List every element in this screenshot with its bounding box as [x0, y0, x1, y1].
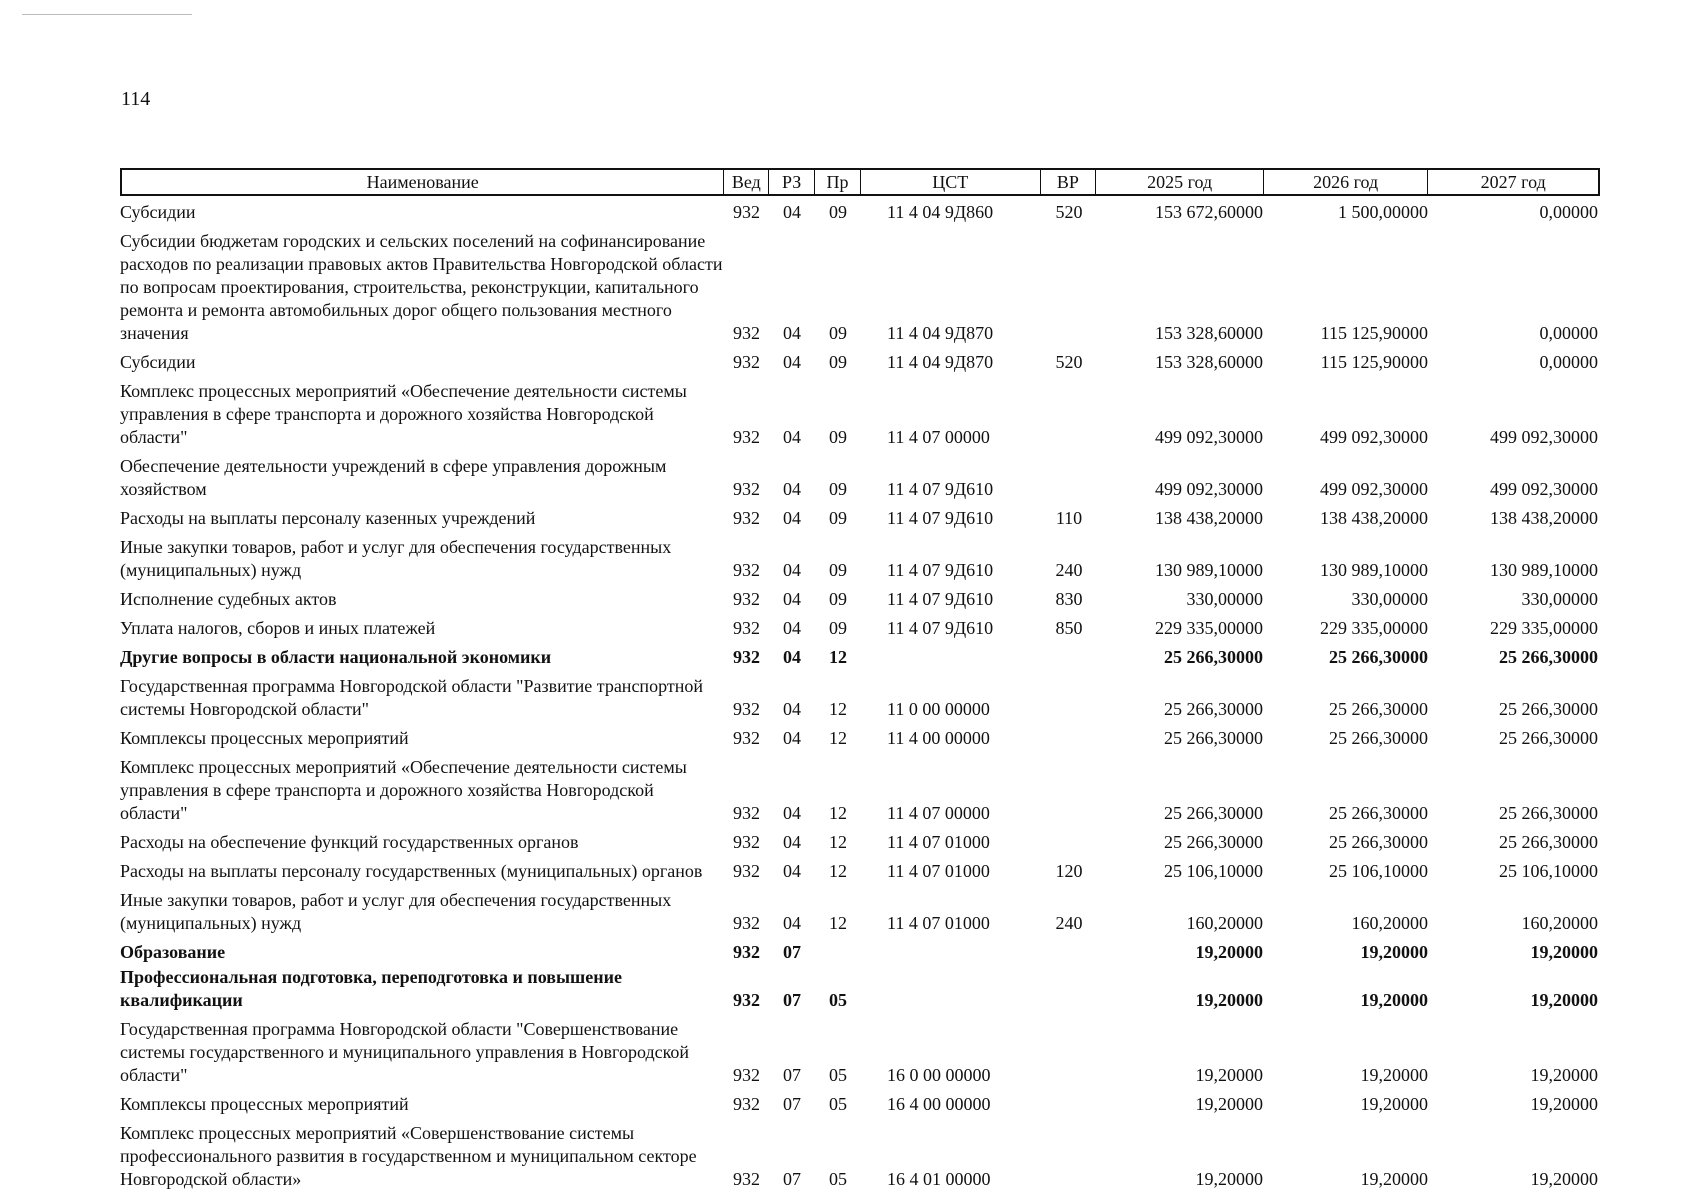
row-name: Исполнение судебных актов [120, 589, 337, 609]
row-2025: 25 266,30000 [1164, 832, 1263, 852]
row-ved: 932 [733, 352, 760, 372]
table-row [120, 380, 1600, 449]
row-2026: 130 989,10000 [1320, 560, 1428, 580]
row-ved: 932 [733, 913, 760, 933]
row-vr: 520 [1055, 352, 1083, 372]
table-row [120, 230, 1600, 345]
row-rz: 07 [783, 990, 801, 1010]
row-vr: 240 [1055, 913, 1083, 933]
row-name: Субсидии [120, 352, 196, 372]
table-row [120, 889, 1600, 935]
row-ved: 932 [733, 427, 760, 447]
row-cst: 11 4 07 9Д610 [887, 479, 994, 499]
row-cst: 16 0 00 00000 [887, 1065, 991, 1085]
table-row [120, 1122, 1600, 1191]
row-vr: 830 [1055, 589, 1083, 609]
row-rz: 04 [783, 508, 801, 528]
row-2026: 115 125,90000 [1320, 352, 1428, 372]
row-name: Уплата налогов, сборов и иных платежей [120, 618, 436, 638]
row-2026: 229 335,00000 [1320, 618, 1428, 638]
row-ved: 932 [733, 618, 760, 638]
row-pr: 09 [829, 618, 847, 638]
row-2027: 130 989,10000 [1490, 560, 1598, 580]
row-name: Субсидии [120, 202, 196, 222]
row-ved: 932 [733, 861, 760, 881]
row-pr: 05 [829, 1094, 847, 1114]
row-vr: 120 [1055, 861, 1083, 881]
row-rz: 07 [783, 1169, 801, 1189]
row-name: Расходы на выплаты персоналу казенных учреждений [120, 508, 536, 528]
table-row [120, 727, 1600, 750]
row-pr: 12 [829, 728, 847, 748]
row-ved: 932 [733, 728, 760, 748]
row-vr: 520 [1055, 202, 1083, 222]
row-2025: 19,20000 [1195, 1169, 1263, 1189]
row-rz: 04 [783, 832, 801, 852]
row-2025: 153 328,60000 [1155, 352, 1263, 372]
row-2025: 25 266,30000 [1164, 803, 1263, 823]
row-2026: 330,00000 [1351, 589, 1428, 609]
table-header [120, 168, 1600, 196]
row-2026: 19,20000 [1360, 1094, 1428, 1114]
row-2025: 153 328,60000 [1155, 323, 1263, 343]
row-name: Комплекс процессных мероприятий «Обеспечение деятельности системы управления в сфере транспорта и дорожного хозяйства Новгородской области" [120, 757, 687, 823]
row-pr: 09 [829, 427, 847, 447]
row-2026: 25 266,30000 [1329, 832, 1428, 852]
row-2026: 19,20000 [1360, 942, 1428, 962]
row-2026: 19,20000 [1360, 1169, 1428, 1189]
row-rz: 04 [783, 202, 801, 222]
row-2026: 25 266,30000 [1329, 647, 1428, 667]
row-cst: 11 4 07 01000 [887, 913, 990, 933]
row-ved: 932 [733, 202, 760, 222]
row-ved: 932 [733, 990, 760, 1010]
row-2027: 0,00000 [1539, 352, 1598, 372]
row-ved: 932 [733, 1065, 760, 1085]
top-rule [22, 14, 192, 15]
row-ved: 932 [733, 323, 760, 343]
row-cst: 11 4 07 00000 [887, 427, 990, 447]
row-2025: 130 989,10000 [1155, 560, 1263, 580]
row-name: Профессиональная подготовка, переподготовка и повышение квалификации [120, 967, 622, 1010]
row-2027: 330,00000 [1521, 589, 1598, 609]
row-vr: 110 [1055, 508, 1083, 528]
row-pr: 09 [829, 352, 847, 372]
row-pr: 05 [829, 1065, 847, 1085]
row-name: Комплексы процессных мероприятий [120, 1094, 409, 1114]
row-2025: 160,20000 [1186, 913, 1263, 933]
row-2027: 160,20000 [1521, 913, 1598, 933]
row-2026: 25 266,30000 [1329, 728, 1428, 748]
table-row [120, 831, 1600, 854]
row-name: Иные закупки товаров, работ и услуг для обеспечения государственных (муниципальных) нужд [120, 890, 672, 933]
row-2027: 25 266,30000 [1499, 832, 1598, 852]
table-row [120, 617, 1600, 640]
row-pr: 09 [829, 323, 847, 343]
row-2027: 19,20000 [1530, 1169, 1598, 1189]
header-name: Наименование [122, 170, 724, 194]
row-ved: 932 [733, 647, 760, 667]
row-rz: 04 [783, 323, 801, 343]
header-rz: РЗ [769, 170, 815, 194]
row-pr: 09 [829, 508, 847, 528]
row-cst: 16 4 00 00000 [887, 1094, 991, 1114]
table-row [120, 1093, 1600, 1116]
header-2026: 2026 год [1264, 170, 1429, 194]
row-name: Субсидии бюджетам городских и сельских поселений на софинансирование расходов по реализации правовых актов Правительства Новгородской области по вопросам проектирования, строительства, реконструкции, капитального ремонта и ремонта автомобильных дорог общего пользования местного значения [120, 231, 723, 343]
row-2025: 19,20000 [1195, 990, 1263, 1010]
table-row [120, 351, 1600, 374]
row-cst: 11 4 07 9Д610 [887, 589, 994, 609]
table-row [120, 588, 1600, 611]
header-pr: Пр [815, 170, 861, 194]
row-2027: 25 266,30000 [1499, 699, 1598, 719]
row-cst: 16 4 01 00000 [887, 1169, 991, 1189]
row-pr: 12 [829, 803, 847, 823]
row-2025: 19,20000 [1195, 942, 1263, 962]
header-2025: 2025 год [1096, 170, 1264, 194]
row-name: Иные закупки товаров, работ и услуг для обеспечения государственных (муниципальных) нужд [120, 537, 672, 580]
row-2025: 499 092,30000 [1155, 427, 1263, 447]
row-2027: 138 438,20000 [1490, 508, 1598, 528]
row-2025: 153 672,60000 [1155, 202, 1263, 222]
row-name: Комплекс процессных мероприятий «Совершенствование системы профессионального развития в государственном и муниципальном секторе Новгородской области» [120, 1123, 697, 1189]
row-ved: 932 [733, 479, 760, 499]
row-2025: 229 335,00000 [1155, 618, 1263, 638]
header-2027: 2027 год [1480, 172, 1546, 192]
table-row [120, 675, 1600, 721]
row-2027: 19,20000 [1530, 990, 1598, 1010]
row-2025: 330,00000 [1186, 589, 1263, 609]
table-row [120, 860, 1600, 883]
row-cst: 11 0 00 00000 [887, 699, 990, 719]
row-ved: 932 [733, 1169, 760, 1189]
row-2027: 25 266,30000 [1499, 728, 1598, 748]
row-2026: 499 092,30000 [1320, 479, 1428, 499]
header-vr: ВР [1041, 170, 1097, 194]
row-rz: 04 [783, 560, 801, 580]
row-ved: 932 [733, 589, 760, 609]
row-name: Комплексы процессных мероприятий [120, 728, 409, 748]
row-2027: 19,20000 [1530, 1094, 1598, 1114]
header-ved: Вед [724, 170, 769, 194]
row-2026: 138 438,20000 [1320, 508, 1428, 528]
table-row [120, 1018, 1600, 1087]
page-number: 114 [121, 88, 151, 110]
row-vr: 850 [1055, 618, 1083, 638]
row-2027: 25 266,30000 [1499, 803, 1598, 823]
row-2025: 25 106,10000 [1164, 861, 1263, 881]
table-row [120, 455, 1600, 501]
header-cst: ЦСТ [861, 170, 1041, 194]
row-2025: 25 266,30000 [1164, 647, 1263, 667]
row-pr: 12 [829, 861, 847, 881]
row-rz: 04 [783, 913, 801, 933]
row-pr: 12 [829, 699, 847, 719]
row-pr: 12 [829, 647, 847, 667]
row-rz: 04 [783, 803, 801, 823]
row-2025: 499 092,30000 [1155, 479, 1263, 499]
table-row [120, 646, 1600, 669]
row-pr: 09 [829, 479, 847, 499]
row-pr: 12 [829, 832, 847, 852]
row-2025: 25 266,30000 [1164, 699, 1263, 719]
row-name: Обеспечение деятельности учреждений в сфере управления дорожным хозяйством [120, 456, 667, 499]
row-2026: 19,20000 [1360, 990, 1428, 1010]
row-pr: 09 [829, 589, 847, 609]
row-name: Государственная программа Новгородской области "Совершенствование системы государственного и муниципального управления в Новгородской области" [120, 1019, 690, 1085]
row-rz: 04 [783, 589, 801, 609]
row-2025: 19,20000 [1195, 1094, 1263, 1114]
row-cst: 11 4 00 00000 [887, 728, 990, 748]
row-pr: 09 [829, 560, 847, 580]
table-row [120, 941, 1600, 964]
budget-table [120, 168, 1600, 1197]
row-vr: 240 [1055, 560, 1083, 580]
row-2026: 25 266,30000 [1329, 699, 1428, 719]
row-2026: 160,20000 [1351, 913, 1428, 933]
row-cst: 11 4 04 9Д860 [887, 202, 994, 222]
row-rz: 04 [783, 728, 801, 748]
row-pr: 09 [829, 202, 847, 222]
table-row [120, 536, 1600, 582]
row-rz: 07 [783, 1065, 801, 1085]
row-2026: 1 500,00000 [1338, 202, 1428, 222]
row-2027: 19,20000 [1530, 1065, 1598, 1085]
row-ved: 932 [733, 942, 760, 962]
row-2026: 19,20000 [1360, 1065, 1428, 1085]
row-2027: 25 106,10000 [1499, 861, 1598, 881]
row-ved: 932 [733, 803, 760, 823]
row-2027: 0,00000 [1539, 202, 1598, 222]
row-rz: 04 [783, 352, 801, 372]
row-ved: 932 [733, 832, 760, 852]
row-rz: 07 [783, 942, 801, 962]
row-name: Образование [120, 942, 226, 962]
row-cst: 11 4 07 9Д610 [887, 560, 994, 580]
table-row [120, 966, 1600, 1012]
row-2026: 499 092,30000 [1320, 427, 1428, 447]
row-pr: 05 [829, 1169, 847, 1189]
row-2027: 0,00000 [1539, 323, 1598, 343]
row-name: Расходы на выплаты персоналу государственных (муниципальных) органов [120, 861, 703, 881]
row-rz: 04 [783, 618, 801, 638]
row-2026: 115 125,90000 [1320, 323, 1428, 343]
row-ved: 932 [733, 1094, 760, 1114]
table-body [120, 201, 1600, 1191]
row-2027: 25 266,30000 [1499, 647, 1598, 667]
row-pr: 05 [829, 990, 847, 1010]
row-cst: 11 4 07 9Д610 [887, 508, 994, 528]
row-rz: 04 [783, 479, 801, 499]
table-row [120, 756, 1600, 825]
row-cst: 11 4 07 01000 [887, 861, 990, 881]
row-2027: 499 092,30000 [1490, 427, 1598, 447]
table-row [120, 507, 1600, 530]
row-rz: 07 [783, 1094, 801, 1114]
row-rz: 04 [783, 647, 801, 667]
row-rz: 04 [783, 699, 801, 719]
row-2025: 19,20000 [1195, 1065, 1263, 1085]
row-name: Комплекс процессных мероприятий «Обеспечение деятельности системы управления в сфере транспорта и дорожного хозяйства Новгородской области" [120, 381, 687, 447]
row-cst: 11 4 04 9Д870 [887, 352, 994, 372]
row-cst: 11 4 07 01000 [887, 832, 990, 852]
row-2027: 499 092,30000 [1490, 479, 1598, 499]
row-ved: 932 [733, 699, 760, 719]
row-cst: 11 4 07 9Д610 [887, 618, 994, 638]
row-2025: 138 438,20000 [1155, 508, 1263, 528]
row-cst: 11 4 04 9Д870 [887, 323, 994, 343]
row-ved: 932 [733, 560, 760, 580]
row-rz: 04 [783, 861, 801, 881]
row-pr: 12 [829, 913, 847, 933]
row-ved: 932 [733, 508, 760, 528]
row-2026: 25 266,30000 [1329, 803, 1428, 823]
row-rz: 04 [783, 427, 801, 447]
row-cst: 11 4 07 00000 [887, 803, 990, 823]
row-name: Расходы на обеспечение функций государственных органов [120, 832, 579, 852]
row-2027: 229 335,00000 [1490, 618, 1598, 638]
row-name: Другие вопросы в области национальной экономики [120, 647, 552, 667]
row-2026: 25 106,10000 [1329, 861, 1428, 881]
row-2027: 19,20000 [1530, 942, 1598, 962]
row-name: Государственная программа Новгородской области "Развитие транспортной системы Новгородской области" [120, 676, 703, 719]
row-2025: 25 266,30000 [1164, 728, 1263, 748]
table-row [120, 201, 1600, 224]
